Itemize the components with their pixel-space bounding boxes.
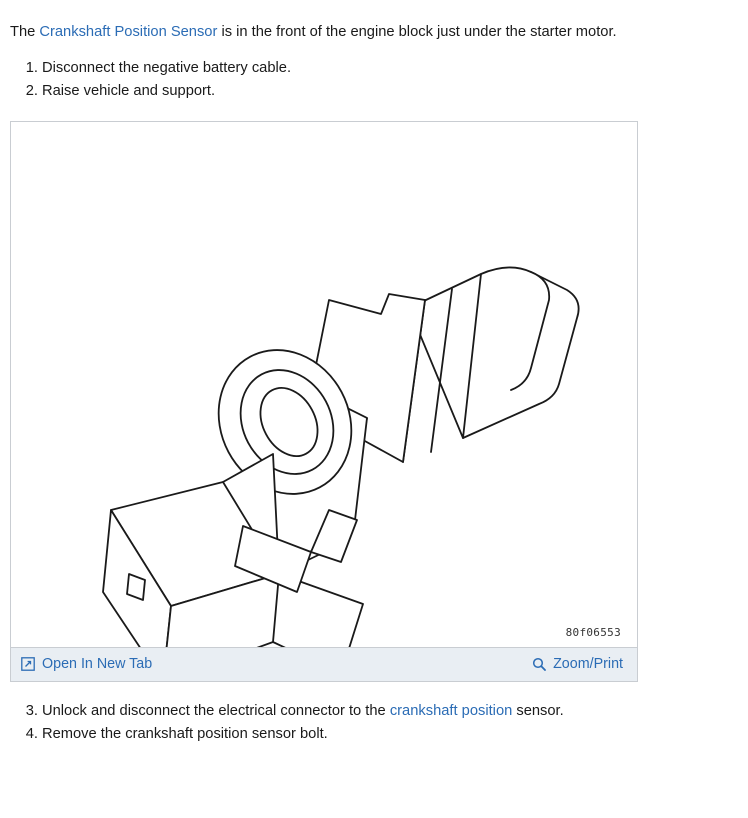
step-number: 3. [25, 702, 38, 719]
step-number: 1. [25, 60, 38, 77]
zoom-print-button[interactable] [532, 656, 623, 672]
list-item [25, 723, 748, 746]
open-in-new-tab-icon [21, 657, 35, 671]
crankshaft-sensor-diagram [11, 122, 637, 647]
figure-image[interactable] [11, 122, 637, 647]
article-page [0, 15, 748, 818]
intro-paragraph [0, 15, 748, 43]
steps-list-first [0, 57, 748, 103]
crankshaft-position-sensor-link[interactable]: Crankshaft Position Sensor [39, 23, 218, 40]
crankshaft-position-link[interactable]: crankshaft position [389, 702, 513, 719]
step-number: 2. [25, 83, 38, 99]
step-text-before: Unlock and disconnect the electrical connector to the [42, 702, 390, 719]
step-number: 4. [25, 725, 38, 742]
list-item [25, 700, 748, 723]
intro-text-after: is in the front of the engine block just under the starter motor. [217, 23, 617, 40]
list-item [25, 57, 748, 80]
zoom-print-label: Zoom/Print [553, 656, 623, 673]
step-text: Disconnect the negative battery cable. [42, 60, 292, 77]
open-in-new-tab-label: Open In New Tab [42, 656, 153, 673]
step-text: Remove the crankshaft position sensor bolt. [42, 725, 328, 742]
figure-code: 80f06553 [565, 625, 621, 639]
figure-toolbar [11, 647, 637, 681]
step-text-after: sensor. [512, 702, 564, 719]
intro-text-before: The [10, 23, 40, 40]
steps-list-second [0, 700, 748, 746]
figure-container [10, 121, 638, 682]
step-text: Raise vehicle and support. [42, 83, 216, 99]
list-item [25, 80, 748, 103]
magnifier-icon [532, 657, 546, 671]
open-in-new-tab-button[interactable] [21, 656, 152, 672]
